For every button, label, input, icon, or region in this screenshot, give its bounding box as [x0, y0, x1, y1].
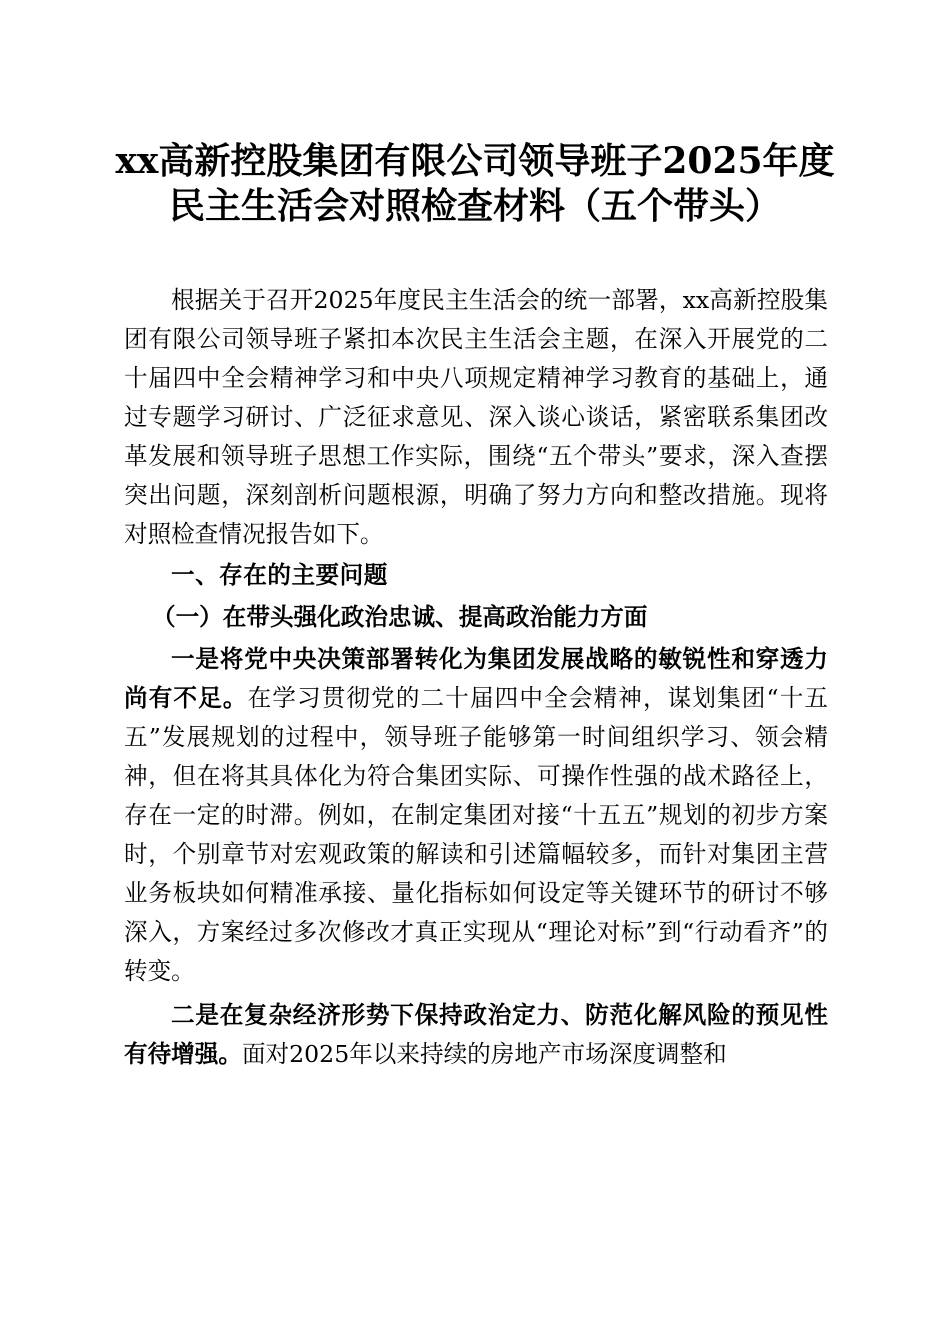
intro-paragraph: 根据关于召开2025年度民主生活会的统一部署，xx高新控股集团有限公司领导班子紧扣本次民主生活会主题，在深入开展党的二十届四中全会精神学习和中央八项规定精神学习教育的基础上，通过专题学习研讨、广泛征求意见、深入谈心谈话，紧密联系集团改革发展和领导班子思想工作实际，围绕“五个带头”要求，深入查摆突出问题，深刻剖析问题根源，明确了努力方向和整改措施。现将对照检查情况报告如下。 [124, 286, 828, 548]
document-title-line-1: xx高新控股集团有限公司领导班子2025年度 [115, 140, 835, 182]
point-paragraph-2 [124, 996, 828, 1074]
subsection-heading: （一）在带头强化政治忠诚、提高政治能力方面 [152, 603, 648, 631]
point-1-body: 在学习贯彻党的二十届四中全会精神，谋划集团“十五五”发展规划的过程中，领导班子能够第一时间组织学习、领会精神，但在将其具体化为符合集团实际、可操作性强的战术路径上，存在一定的时滞。例如，在制定集团对接“十五五”规划的初步方案时，个别章节对宏观政策的解读和引述篇幅较多，而针对集团主营业务板块如何精准承接、量化指标如何设定等关键环节的研讨不够深入，方案经过多次修改才真正实现从“理论对标”到“行动看齐”的转变。 [124, 684, 828, 985]
point-1-lead: 一是将党中央决策部署转化为集团发展战略的敏锐性和穿透力尚有不足。 [124, 645, 828, 712]
point-2-lead: 二是在复杂经济形势下保持政治定力、防范化解风险的预见性有待增强。 [124, 1001, 828, 1068]
point-2-body: 面对2025年以来持续的房地产市场深度调整和 [241, 1040, 727, 1068]
section-heading: 一、存在的主要问题 [171, 561, 388, 589]
document-body [124, 281, 828, 1074]
point-paragraph-1 [124, 640, 828, 991]
document-title-line-2: 民主生活会对照检查材料（五个带头） [168, 185, 781, 227]
